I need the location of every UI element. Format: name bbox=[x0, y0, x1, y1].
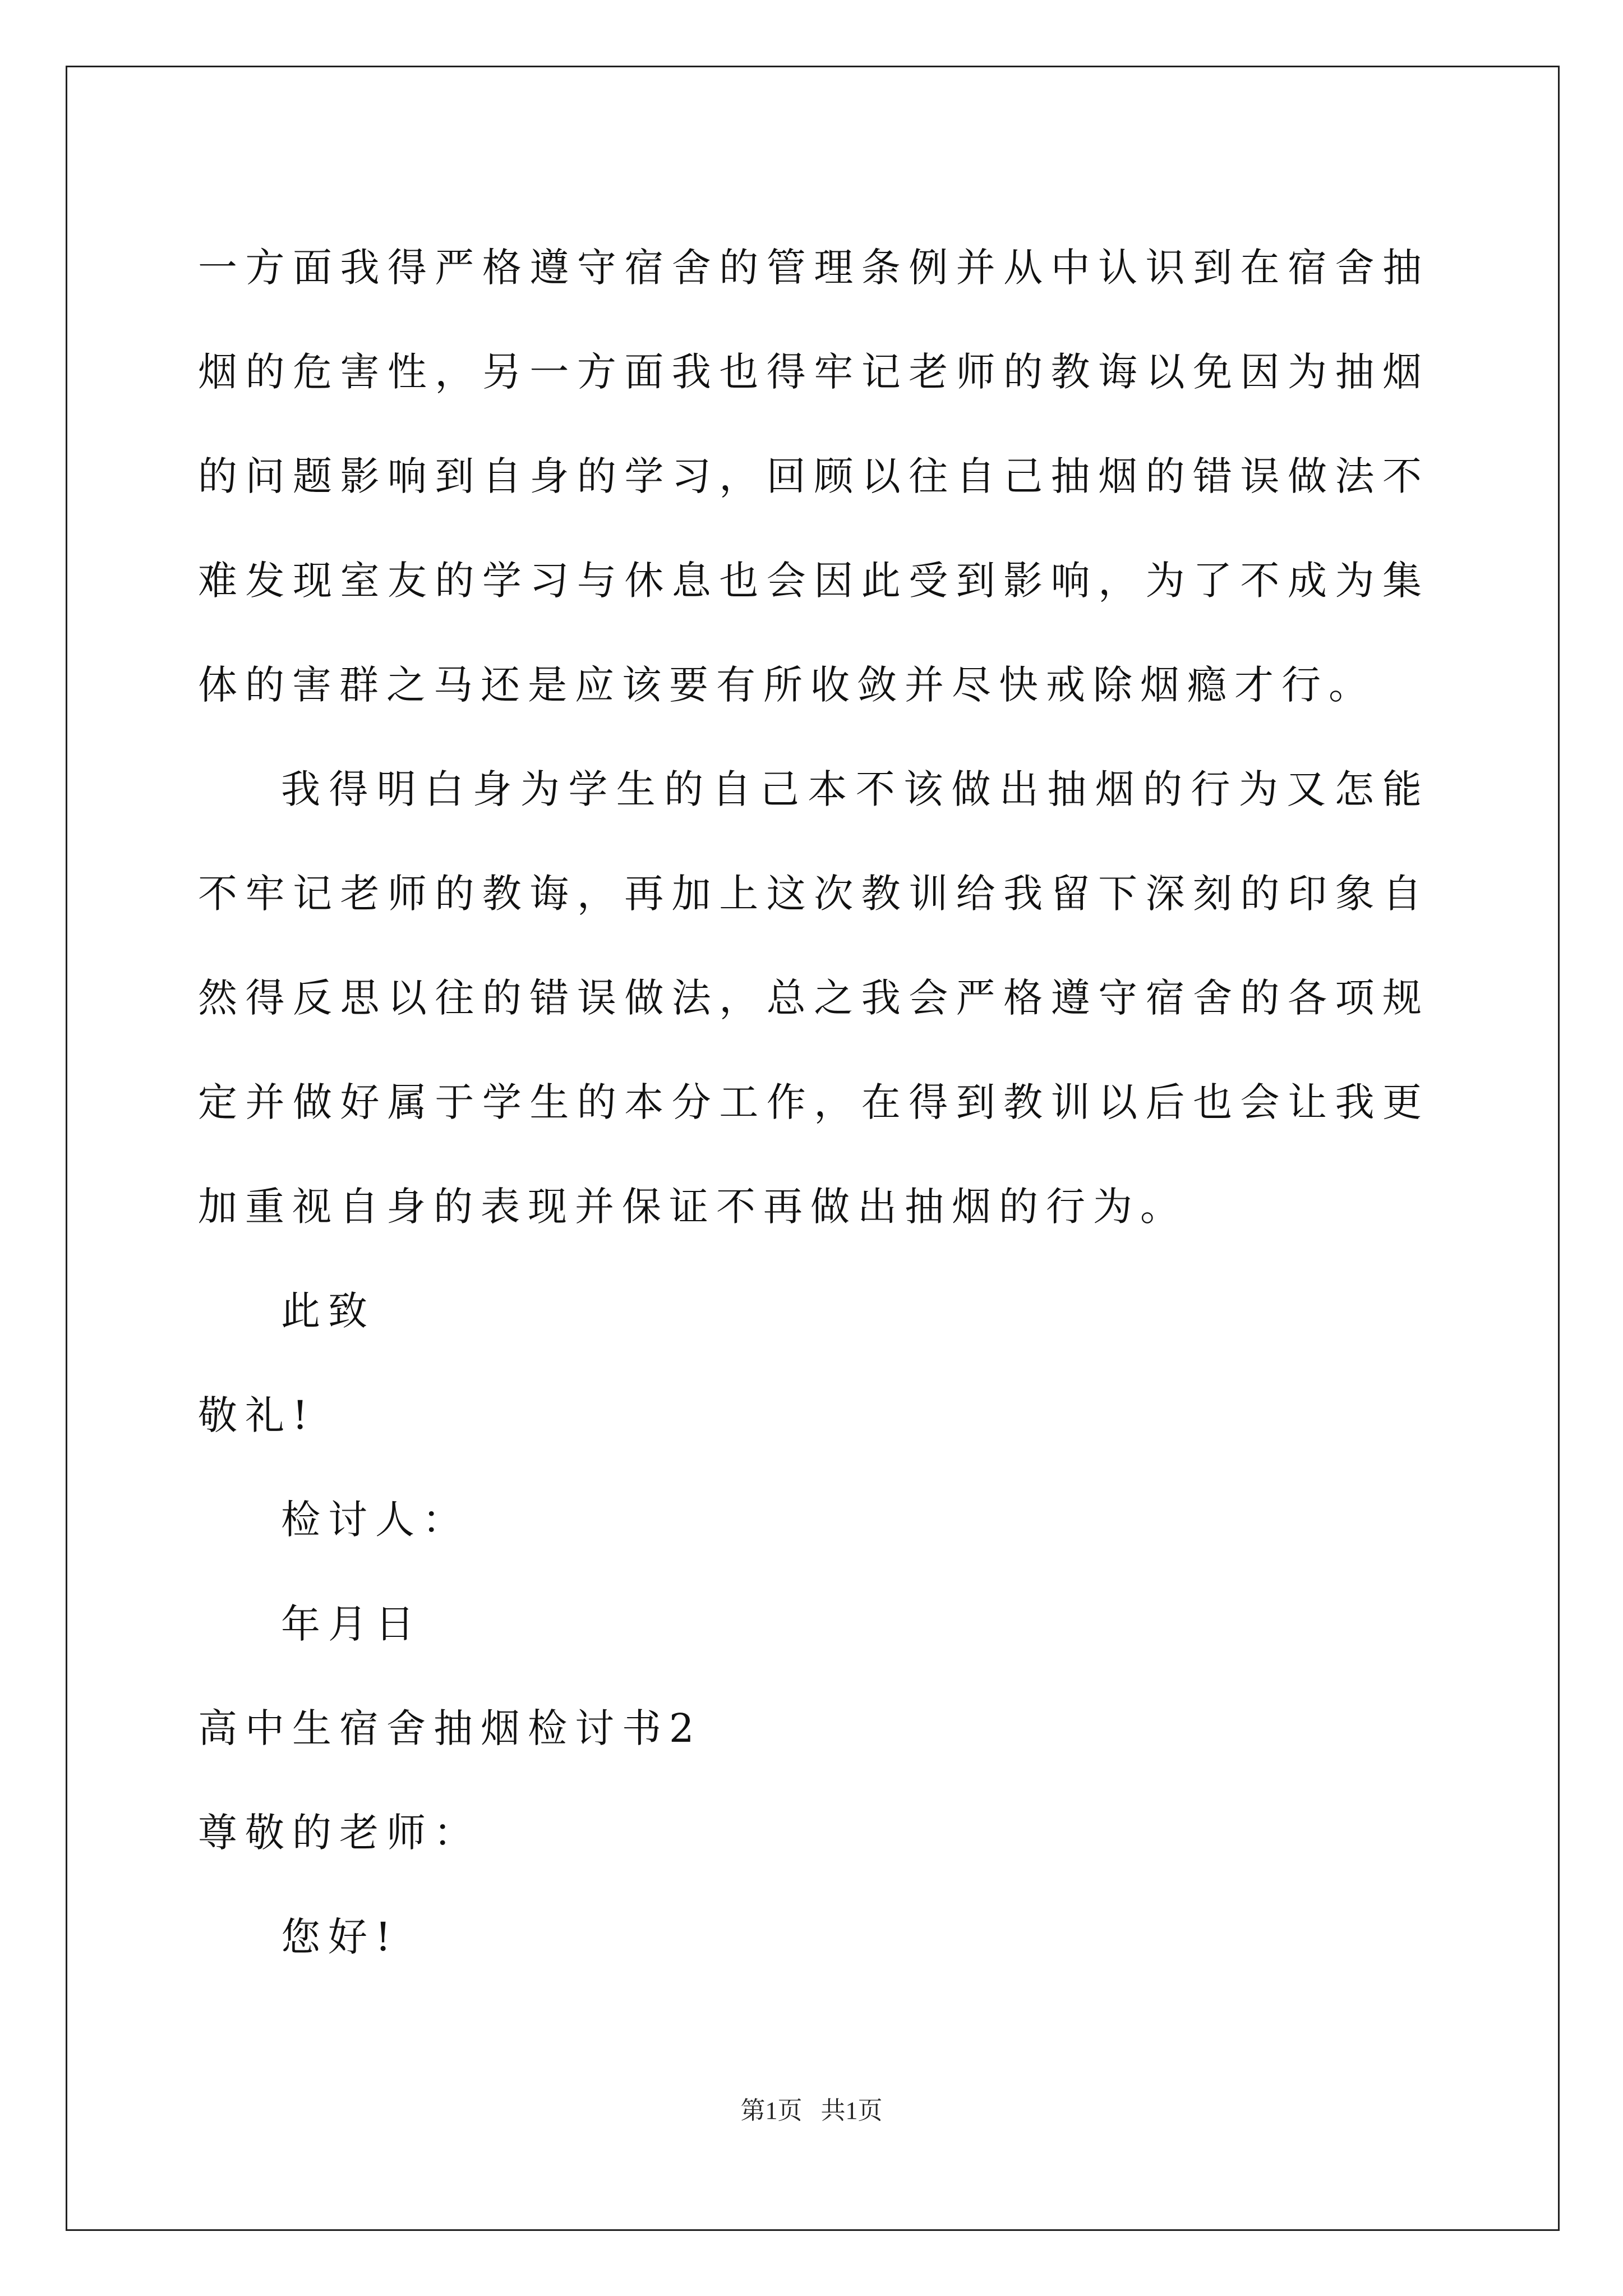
section-title: 高中生宿舍抽烟检讨书2 bbox=[198, 1705, 702, 1751]
greeting-line: 尊敬的老师： bbox=[198, 1810, 481, 1856]
closing-line: 此致 bbox=[281, 1288, 375, 1334]
page-footer: 第1页 共1页 bbox=[740, 2097, 883, 2124]
date-line: 年月日 bbox=[281, 1601, 422, 1647]
document-body bbox=[198, 215, 1430, 1989]
salute-line: 敬礼! bbox=[198, 1392, 316, 1438]
signer-line: 检讨人： bbox=[281, 1497, 469, 1543]
hello-line: 您好! bbox=[281, 1914, 399, 1960]
paragraph-2: 我得明白身为学生的自己本不该做出抽烟的行为又怎能不牢记老师的教诲，再加上这次教训给我留下深刻的印象自然得反思以往的错误做法，总之我会严格遵守宿舍的各项规定并做好属于学生的本分工作，在得到教训以后也会让我更加重视自身的表现并保证不再做出抽烟的行为。 bbox=[198, 766, 1430, 1230]
paragraph-1: 一方面我得严格遵守宿舍的管理条例并从中认识到在宿舍抽烟的危害性，另一方面我也得牢记老师的教诲以免因为抽烟的问题影响到自身的学习，回顾以往自己抽烟的错误做法不难发现室友的学习与休息也会因此受到影响，为了不成为集体的害群之马还是应该要有所收敛并尽快戒除烟瘾才行。 bbox=[198, 245, 1430, 708]
